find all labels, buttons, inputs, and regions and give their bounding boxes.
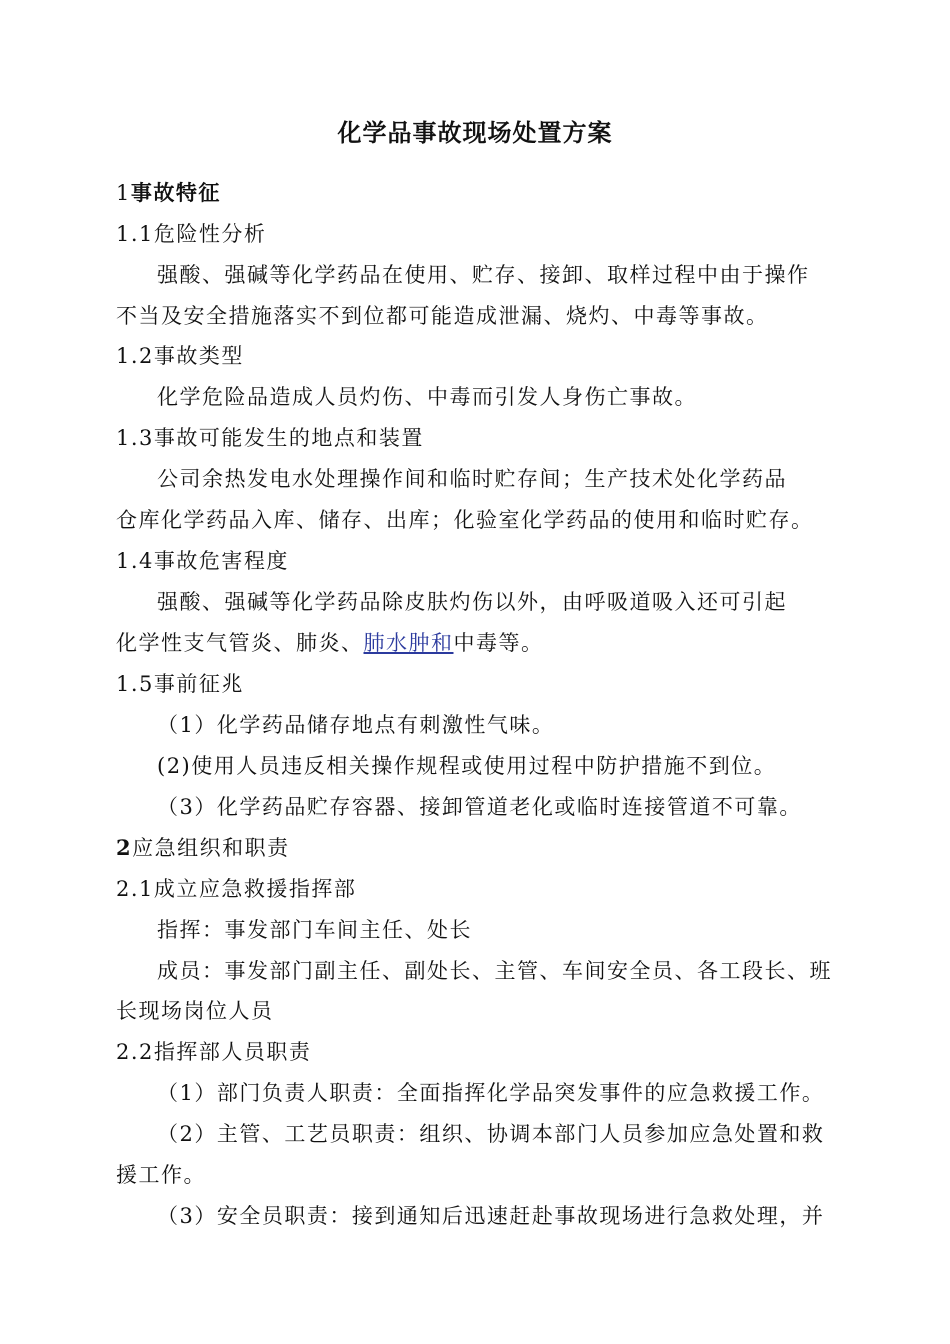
list-item: （3）化学药品贮存容器、接卸管道老化或临时连接管道不可靠。 xyxy=(157,795,802,819)
paragraph-line xyxy=(116,628,836,658)
pulmonary-edema-link[interactable]: 肺水肿和 xyxy=(363,631,454,655)
text-span: 化学性支气管炎、肺炎、 xyxy=(116,631,364,655)
subsection-1-5: 1.5事前征兆 xyxy=(116,672,244,696)
duty-item: （1）部门负责人职责：全面指挥化学品突发事件的应急救援工作。 xyxy=(157,1081,825,1105)
subsection-1-4: 1.4事故危害程度 xyxy=(116,549,289,573)
duty-item-continued: 援工作。 xyxy=(116,1163,206,1187)
subsection-1-1: 1.1危险性分析 xyxy=(116,222,267,246)
duty-item: （3）安全员职责：接到通知后迅速赶赴事故现场进行急救处理，并 xyxy=(157,1204,825,1228)
subsection-1-3: 1.3事故可能发生的地点和装置 xyxy=(116,426,424,450)
subsection-1-2: 1.2事故类型 xyxy=(116,344,244,368)
subsection-2-1: 2.1成立应急救援指挥部 xyxy=(116,877,357,901)
members-line: 成员：事发部门副主任、副处长、主管、车间安全员、各工段长、班 xyxy=(157,959,832,983)
document-title: 化学品事故现场处置方案 xyxy=(337,118,613,147)
paragraph-line: 仓库化学药品入库、储存、出库；化验室化学药品的使用和临时贮存。 xyxy=(116,508,814,532)
subsection-2-2: 2.2指挥部人员职责 xyxy=(116,1040,312,1064)
paragraph-line: 不当及安全措施落实不到位都可能造成泄漏、烧灼、中毒等事故。 xyxy=(116,304,769,328)
section-1-title: 事故特征 xyxy=(130,180,221,205)
members-line: 长现场岗位人员 xyxy=(116,999,274,1023)
paragraph-line: 强酸、强碱等化学药品除皮肤灼伤以外，由呼吸道吸入还可引起 xyxy=(157,590,787,614)
list-item: （1）化学药品储存地点有刺激性气味。 xyxy=(157,713,555,737)
section-2-number: 2 xyxy=(116,835,133,860)
paragraph-line: 强酸、强碱等化学药品在使用、贮存、接卸、取样过程中由于操作 xyxy=(157,263,810,287)
section-1-heading xyxy=(116,178,836,208)
commander-line: 指挥：事发部门车间主任、处长 xyxy=(157,918,472,942)
section-2-title: 应急组织和职责 xyxy=(132,836,290,860)
paragraph-line: 公司余热发电水处理操作间和临时贮存间；生产技术处化学药品 xyxy=(157,467,787,491)
text-span: 中毒等。 xyxy=(453,631,544,655)
list-item: (2)使用人员违反相关操作规程或使用过程中防护措施不到位。 xyxy=(157,754,777,778)
paragraph-line: 化学危险品造成人员灼伤、中毒而引发人身伤亡事故。 xyxy=(157,385,697,409)
section-2-heading xyxy=(116,833,836,863)
section-1-number: 1 xyxy=(116,181,131,205)
duty-item: （2）主管、工艺员职责：组织、协调本部门人员参加应急处置和救 xyxy=(157,1122,825,1146)
